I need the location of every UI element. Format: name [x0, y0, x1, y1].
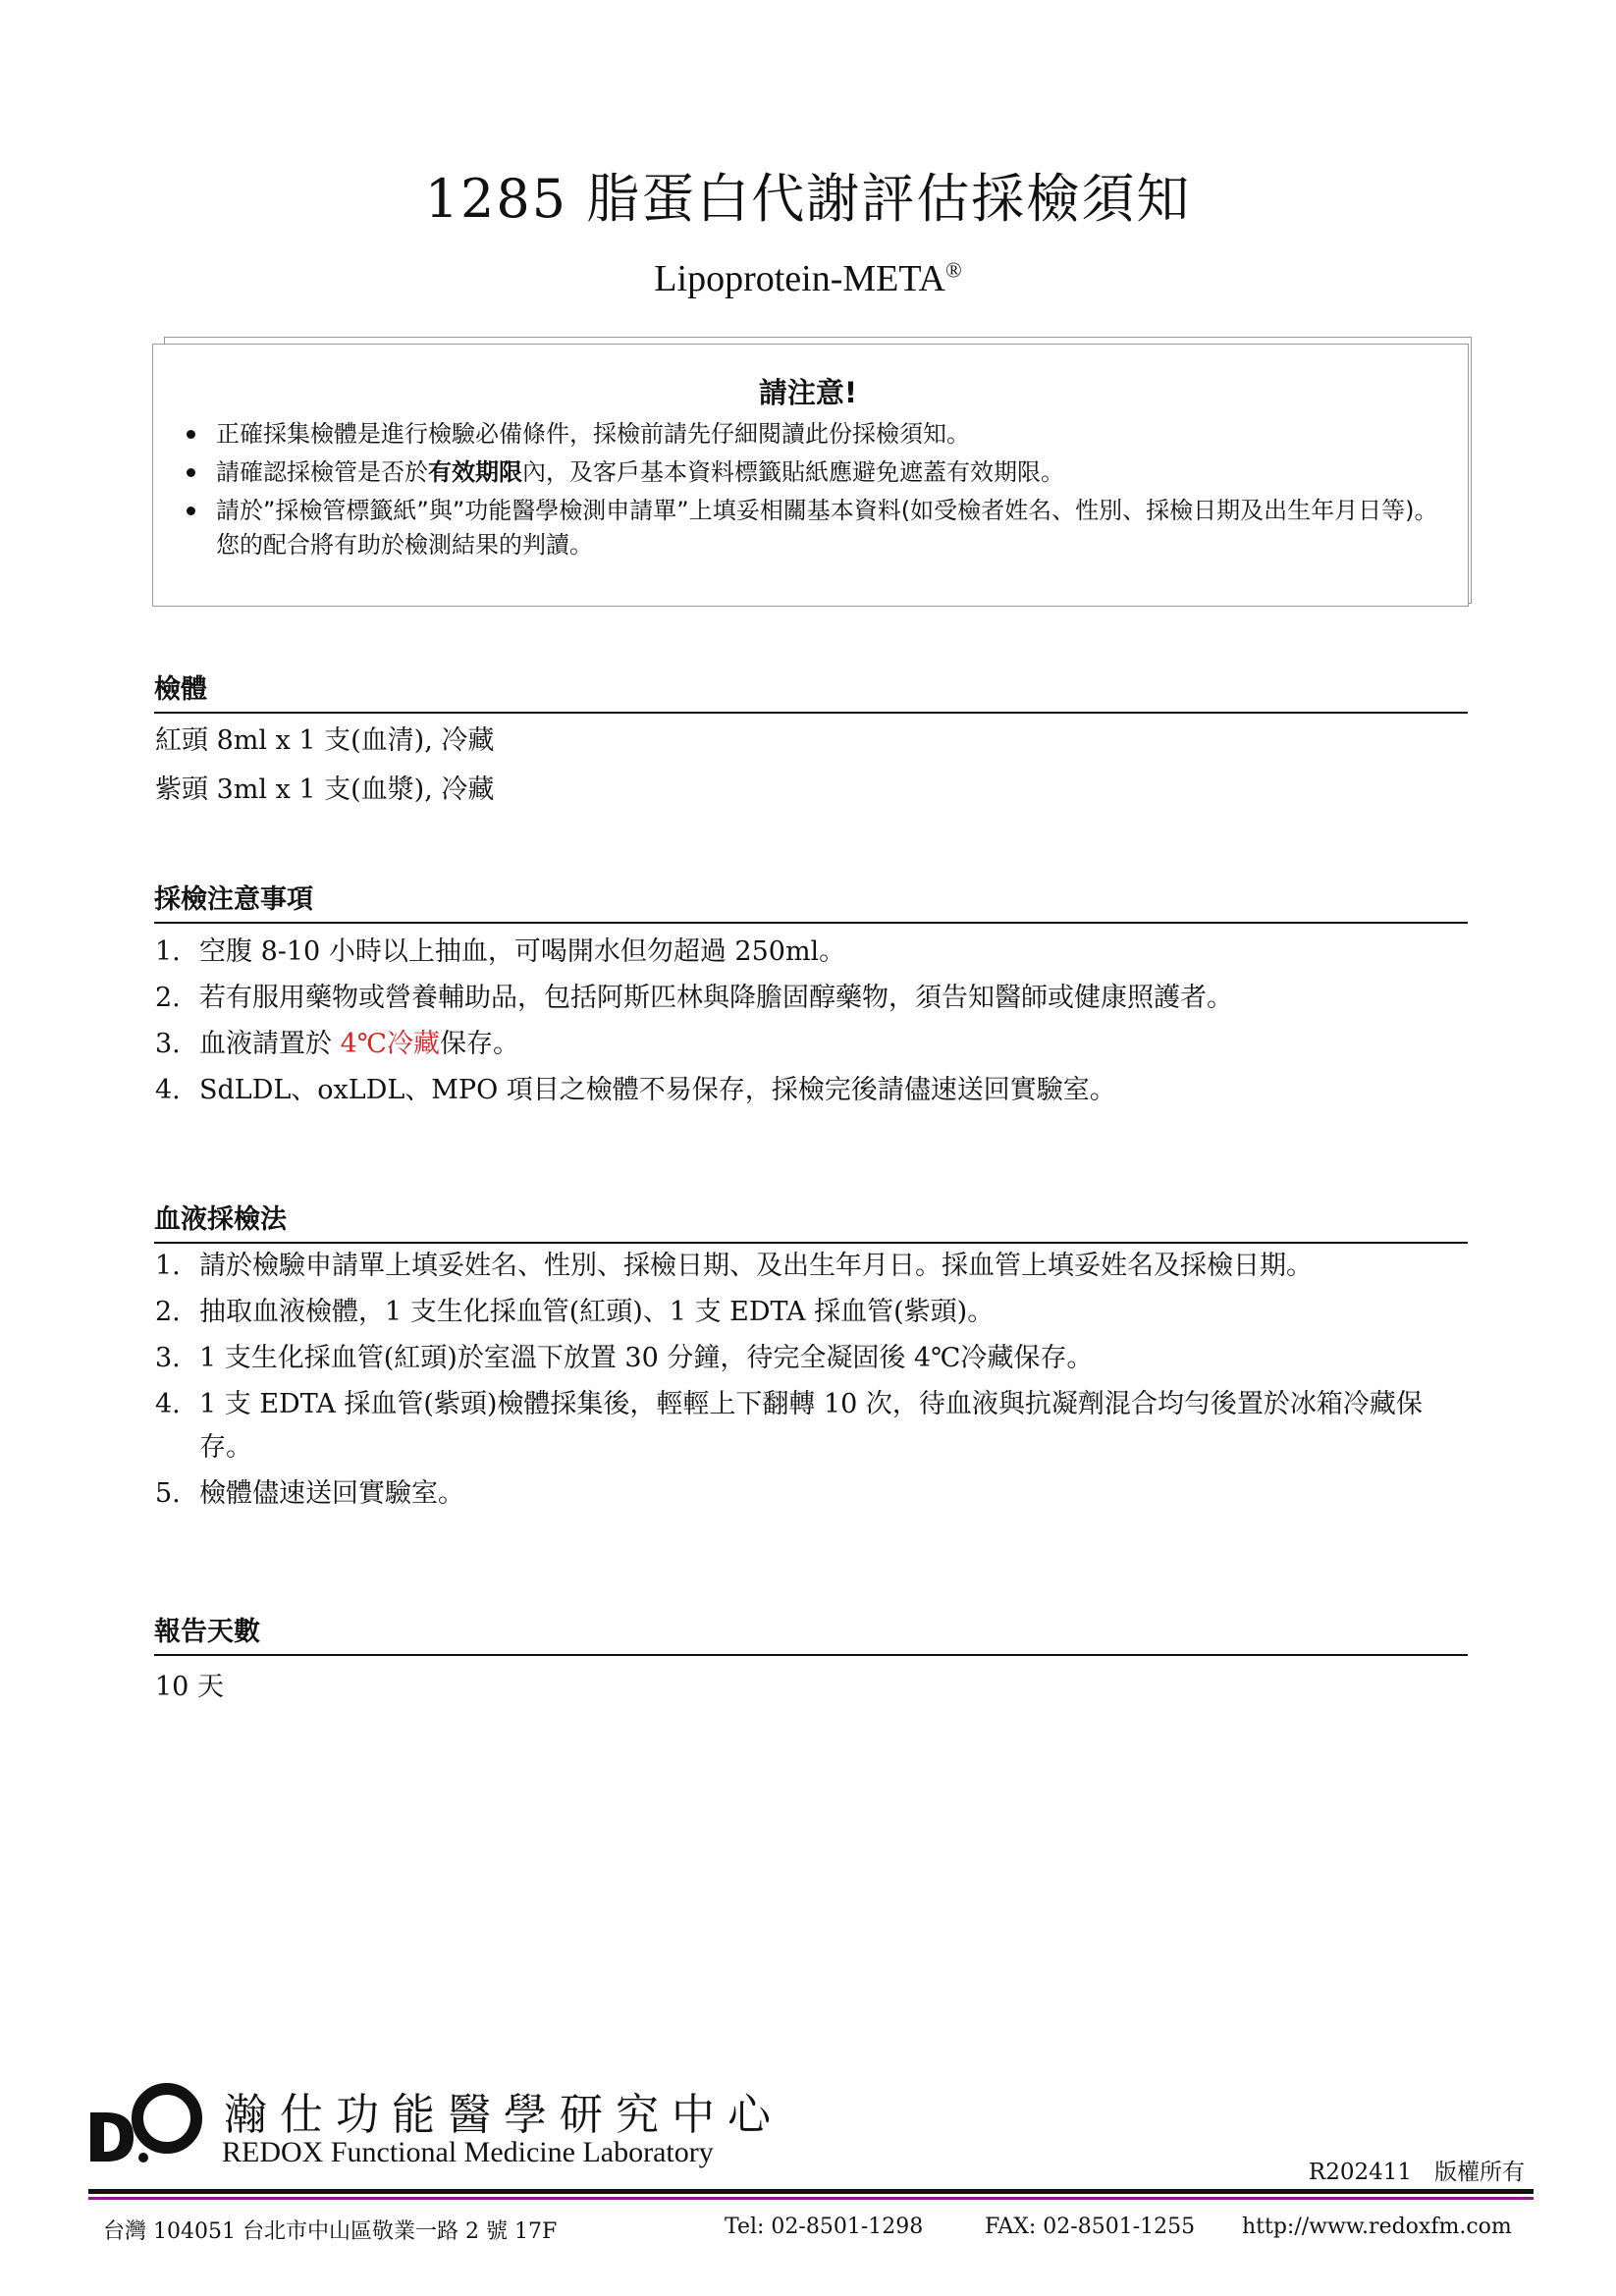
list-item	[155, 1291, 1471, 1334]
notice-text: 正確採集檢體是進行檢驗必備條件，採檢前請先仔細閱讀此份採檢須知。	[216, 420, 970, 448]
list-item	[155, 977, 1471, 1020]
list-number: 2.	[155, 983, 181, 1013]
report-days-text: 10 天	[155, 1672, 224, 1702]
section-heading-specimen: 檢體	[154, 667, 1468, 714]
blood-method-list	[155, 1245, 1471, 1519]
list-text: 1 支生化採血管(紅頭)於室溫下放置 30 分鐘，待完全凝固後 4℃冷藏保存。	[199, 1343, 1094, 1373]
list-text: 保存。	[439, 1029, 519, 1059]
list-text: 空腹 8-10 小時以上抽血，可喝開水但勿超過 250ml。	[199, 936, 846, 967]
list-text: 1 支 EDTA 採血管(紫頭)檢體採集後，輕輕上下翻轉 10 次，待血液與抗凝劑混合均勻後置於冰箱冷藏保存。	[199, 1389, 1423, 1463]
list-item	[155, 931, 1471, 974]
bullet-icon	[187, 430, 195, 439]
footer-divider	[88, 2189, 1534, 2194]
list-number: 5.	[155, 1478, 181, 1509]
list-item	[155, 1472, 1471, 1516]
notice-list	[187, 417, 1443, 566]
list-text: SdLDL、oxLDL、MPO 項目之檢體不易保存，採檢完後請儘速送回實驗室。	[199, 1075, 1116, 1105]
highlight-text: 4℃冷藏	[340, 1029, 440, 1059]
list-item	[155, 1069, 1471, 1112]
list-number: 3.	[155, 1029, 181, 1059]
list-item	[155, 1383, 1471, 1469]
list-text: 若有服用藥物或營養輔助品，包括阿斯匹林與降膽固醇藥物，須告知醫師或健康照護者。	[199, 983, 1233, 1013]
notice-item	[187, 494, 1443, 562]
notice-text: 請確認採檢管是否於	[216, 458, 428, 486]
document-code: R202411 版權所有	[1308, 2160, 1525, 2185]
page-title: 1285 脂蛋白代謝評估採檢須知	[424, 168, 1192, 230]
section-heading-blood-method: 血液採檢法	[154, 1198, 1468, 1244]
notice-bold-text: 有效期限	[428, 458, 522, 486]
notice-title: 請注意!	[758, 376, 858, 409]
list-number: 1.	[155, 1251, 181, 1281]
list-number: 3.	[155, 1343, 181, 1373]
list-number: 4.	[155, 1075, 181, 1105]
list-item	[155, 1245, 1471, 1288]
footer-url[interactable]: http://www.redoxfm.com	[1242, 2215, 1512, 2239]
precautions-list	[155, 931, 1471, 1115]
footer-fax: FAX: 02-8501-1255	[985, 2215, 1196, 2239]
specimen-lines	[155, 717, 494, 815]
list-number: 1.	[155, 936, 181, 967]
bullet-icon	[187, 507, 195, 515]
notice-text: 內，及客戶基本資料標籤貼紙應避免遮蓋有效期限。	[522, 458, 1064, 486]
list-text: 抽取血液檢體，1 支生化採血管(紅頭)、1 支 EDTA 採血管(紫頭)。	[199, 1297, 995, 1327]
list-number: 4.	[155, 1389, 181, 1419]
specimen-line: 紫頭 3ml x 1 支(血漿), 冷藏	[155, 774, 495, 805]
notice-text: 請於”採檢管標籤紙”與”功能醫學檢測申請單”上填妥相關基本資料(如受檢者姓名、性別、採檢日期及出生年月日等)。您的配合將有助於檢測結果的判讀。	[216, 497, 1438, 559]
list-number: 2.	[155, 1297, 181, 1327]
list-item	[155, 1023, 1471, 1066]
subtitle-text: Lipoprotein-META	[654, 258, 945, 299]
notice-item	[187, 455, 1443, 490]
footer-tel: Tel: 02-8501-1298	[725, 2215, 924, 2239]
page-subtitle	[0, 257, 1616, 300]
list-text: 檢體儘速送回實驗室。	[199, 1478, 464, 1509]
lab-name-en: REDOX Functional Medicine Laboratory	[222, 2136, 714, 2168]
bullet-icon	[187, 468, 195, 477]
list-text: 請於檢驗申請單上填妥姓名、性別、採檢日期、及出生年月日。採血管上填妥姓名及採檢日期。	[199, 1251, 1313, 1281]
section-heading-report-days: 報告天數	[154, 1610, 1468, 1656]
lab-name-cn: 瀚仕功能醫學研究中心	[224, 2090, 783, 2140]
list-text: 血液請置於	[199, 1029, 341, 1059]
footer-address: 台灣 104051 台北市中山區敬業一路 2 號 17F	[103, 2219, 558, 2244]
specimen-line: 紅頭 8ml x 1 支(血清), 冷藏	[155, 725, 495, 756]
footer-divider-accent	[88, 2197, 1534, 2200]
section-heading-precautions: 採檢注意事項	[154, 878, 1468, 924]
lab-logo-icon	[88, 2079, 206, 2167]
registered-mark: ®	[944, 257, 962, 283]
list-item	[155, 1337, 1471, 1380]
notice-item	[187, 417, 1443, 452]
